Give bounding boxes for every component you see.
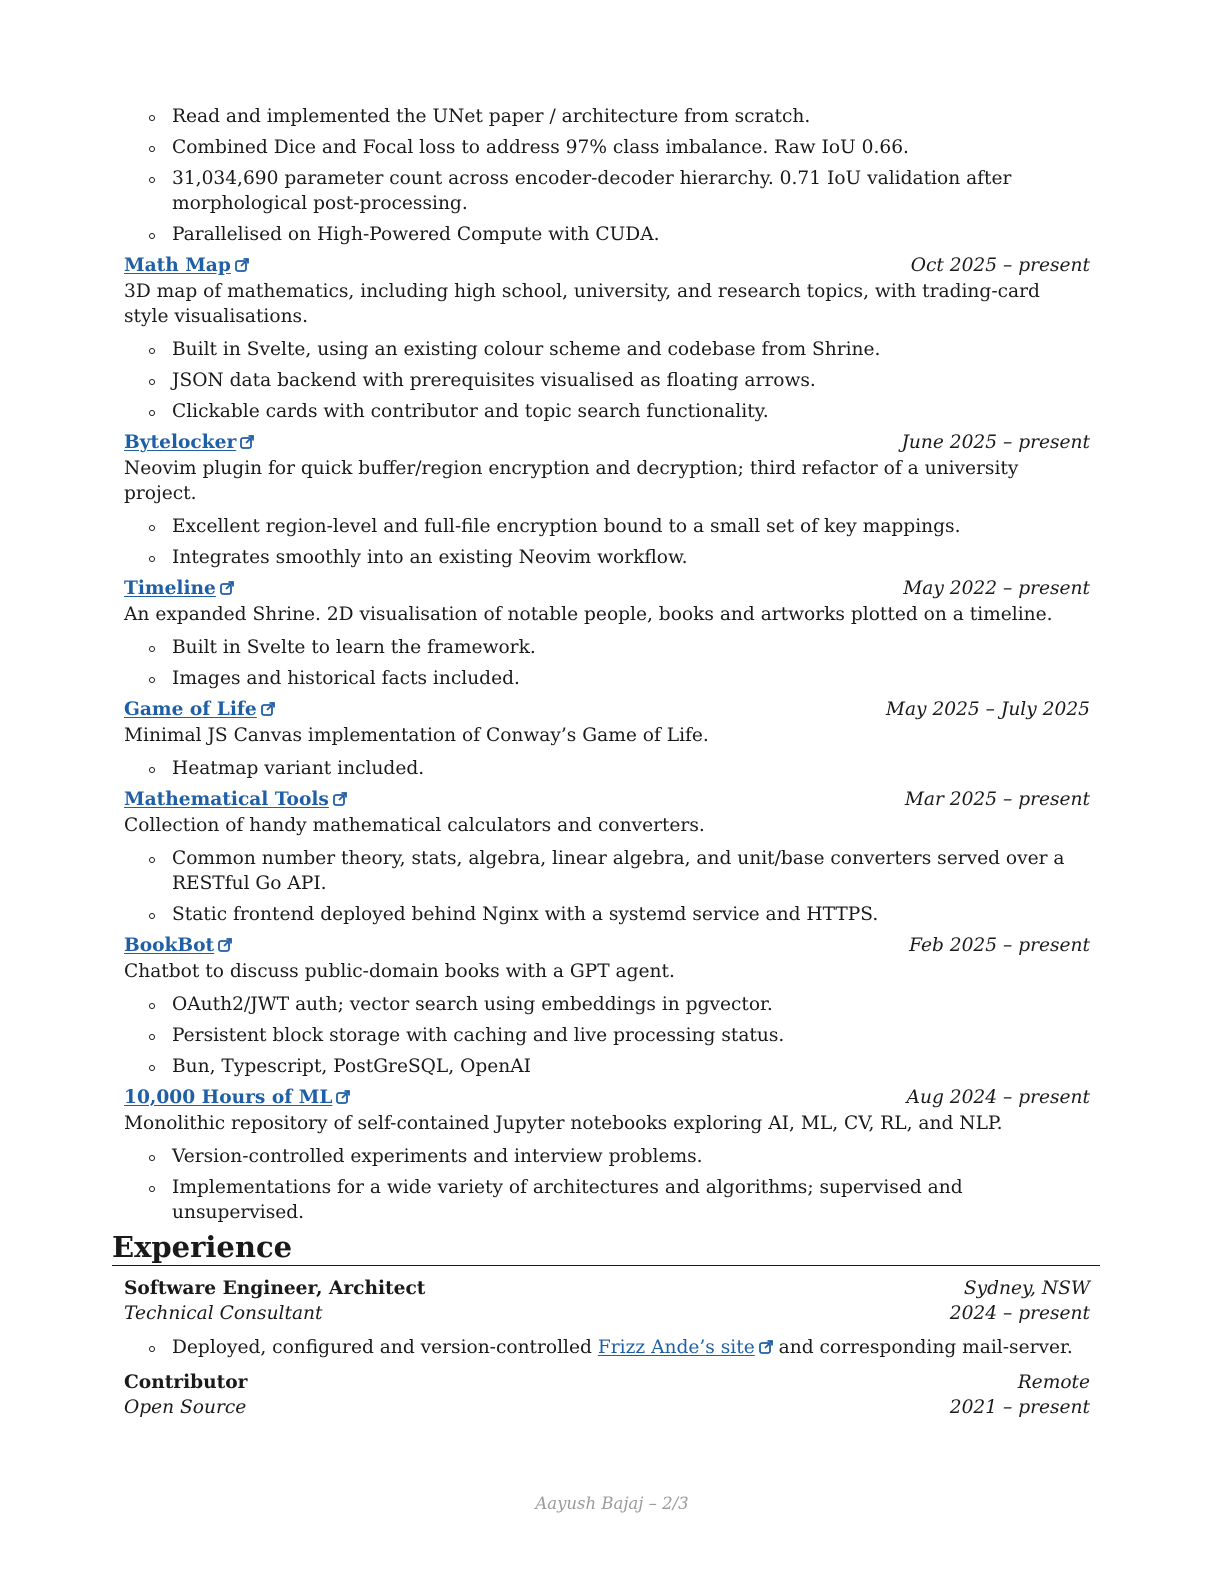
project-header [124,576,1090,601]
project-title[interactable]: BookBot [124,935,215,956]
list-item: Images and historical facts included. [124,666,1090,691]
list-item: Combined Dice and Focal loss to address 97% class imbalance. Raw IoU 0.66. [124,135,1090,160]
project-description: Chatbot to discuss public-domain books with a GPT agent. [124,961,675,982]
experience-org: Technical Consultant [124,1303,323,1324]
experience-role-row [124,1370,1090,1395]
project-description: Monolithic repository of self-contained Jupyter notebooks exploring AI, ML, CV, RL, and NLP. [124,1113,1003,1134]
list-item: Built in Svelte to learn the framework. [124,635,1090,660]
list-item: Read and implemented the UNet paper / architecture from scratch. [124,104,1090,129]
external-link-icon[interactable] [218,938,232,952]
list-item: Persistent block storage with caching and live processing status. [124,1023,1090,1048]
project-date: Oct 2025 – present [910,255,1090,276]
project-bullet-list [124,846,1090,927]
experience-dates: 2021 – present [949,1397,1090,1418]
project-mathematical-tools [124,787,1090,927]
project-bytelocker [124,430,1090,570]
external-link-icon[interactable] [220,581,234,595]
project-date: Aug 2024 – present [906,1087,1090,1108]
project-bullet-list [124,756,1090,781]
project-description: Minimal JS Canvas implementation of Conway’s Game of Life. [124,725,709,746]
external-link-icon[interactable] [336,1090,350,1104]
project-date: May 2025 – July 2025 [885,699,1090,720]
top-bullet-list [124,104,1090,247]
project-description: Neovim plugin for quick buffer/region encryption and decryption; third refactor of a university project. [124,458,1019,504]
list-item: Parallelised on High-Powered Compute with CUDA. [124,222,1090,247]
project-10000-hours-of-ml [124,1085,1090,1225]
project-title-link[interactable] [124,697,275,722]
project-bullet-list [124,514,1090,570]
list-item: Implementations for a wide variety of architectures and algorithms; supervised and unsupervised. [124,1175,1090,1225]
experience-role: Contributor [124,1372,248,1393]
project-date: May 2022 – present [903,578,1090,599]
experience-org-row [124,1395,1090,1420]
project-title-link[interactable] [124,430,254,455]
list-item [124,1335,1090,1360]
project-title-link[interactable] [124,253,249,278]
project-description: Collection of handy mathematical calculators and converters. [124,815,705,836]
project-bullet-list [124,337,1090,424]
list-item: Heatmap variant included. [124,756,1090,781]
project-title[interactable]: Game of Life [124,699,257,720]
project-header [124,430,1090,455]
project-bullet-list [124,992,1090,1079]
list-item: Integrates smoothly into an existing Neovim workflow. [124,545,1090,570]
project-date: Mar 2025 – present [904,789,1090,810]
experience-entry [124,1370,1090,1420]
list-item: Bun, Typescript, PostGreSQL, OpenAI [124,1054,1090,1079]
external-link-icon[interactable] [240,435,254,449]
bullet-text: Deployed, configured and version-controlled [172,1337,598,1358]
experience-location: Sydney, NSW [963,1278,1090,1299]
bullet-text: and corresponding mail-server. [772,1337,1073,1358]
project-bookbot [124,933,1090,1079]
project-bullet-list [124,1144,1090,1225]
experience-role: Software Engineer, Architect [124,1278,426,1299]
project-description: 3D map of mathematics, including high school, university, and research topics, with trading-card style visualisations. [124,281,1040,327]
list-item: Static frontend deployed behind Nginx with a systemd service and HTTPS. [124,902,1090,927]
project-bullet-list [124,635,1090,691]
project-title-link[interactable] [124,1085,350,1110]
project-header [124,697,1090,722]
project-title-link[interactable] [124,576,234,601]
list-item: Built in Svelte, using an existing colour scheme and codebase from Shrine. [124,337,1090,362]
project-game-of-life [124,697,1090,781]
project-title[interactable]: Timeline [124,578,216,599]
experience-org-row [124,1301,1090,1326]
page-footer: Aayush Bajaj – 2/3 [535,1494,689,1513]
project-header [124,933,1090,958]
section-title-experience: Experience [112,1231,1100,1266]
project-title[interactable]: Mathematical Tools [124,789,329,810]
project-header [124,253,1090,278]
external-link-icon[interactable] [333,792,347,806]
external-link-icon[interactable] [235,258,249,272]
experience-role-row [124,1276,1090,1301]
project-description: An expanded Shrine. 2D visualisation of notable people, books and artworks plotted on a timeline. [124,604,1053,625]
experience-org: Open Source [124,1397,247,1418]
list-item: OAuth2/JWT auth; vector search using embeddings in pgvector. [124,992,1090,1017]
project-title-link[interactable] [124,787,347,812]
list-item: Version-controlled experiments and interview problems. [124,1144,1090,1169]
list-item: 31,034,690 parameter count across encoder-decoder hierarchy. 0.71 IoU validation after morphological post-processing. [124,166,1090,216]
frizz-ande-site-link[interactable]: Frizz Ande’s site [597,1337,755,1358]
project-header [124,1085,1090,1110]
experience-location: Remote [1017,1372,1090,1393]
external-link-icon[interactable] [261,702,275,716]
resume-page-2 [112,104,1090,1420]
project-date: June 2025 – present [901,432,1090,453]
list-item: Clickable cards with contributor and topic search functionality. [124,399,1090,424]
project-title[interactable]: Bytelocker [124,432,237,453]
project-title[interactable]: Math Map [124,255,231,276]
project-timeline [124,576,1090,691]
external-link-icon[interactable] [759,1340,773,1354]
experience-bullet-list [124,1335,1090,1360]
list-item: Excellent region-level and full-file encryption bound to a small set of key mappings. [124,514,1090,539]
experience-entry [124,1276,1090,1360]
project-math-map [124,253,1090,424]
list-item: Common number theory, stats, algebra, linear algebra, and unit/base converters served over a RESTful Go API. [124,846,1090,896]
list-item: JSON data backend with prerequisites visualised as floating arrows. [124,368,1090,393]
project-title-link[interactable] [124,933,232,958]
experience-dates: 2024 – present [949,1303,1090,1324]
project-header [124,787,1090,812]
project-date: Feb 2025 – present [909,935,1090,956]
project-title[interactable]: 10,000 Hours of ML [124,1087,333,1108]
